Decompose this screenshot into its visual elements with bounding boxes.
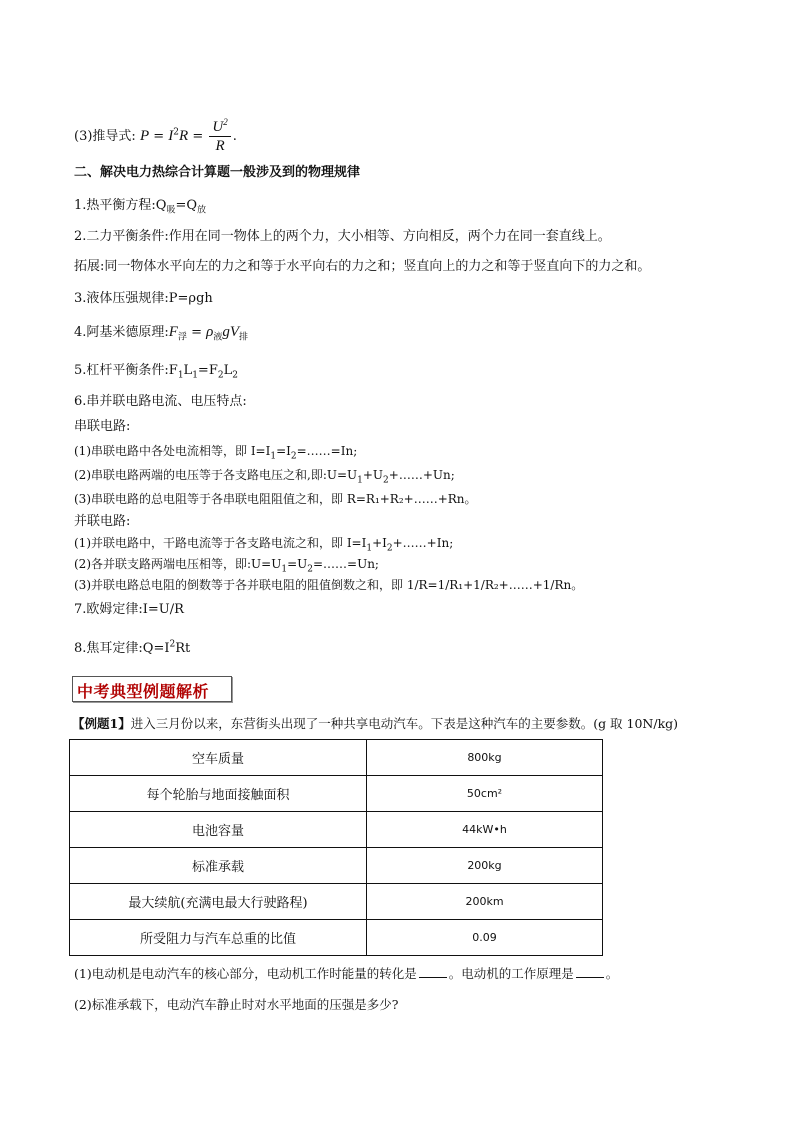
law-circuits-title: 6.串并联电路电流、电压特点: — [74, 394, 247, 409]
series-rule-1: (1)串联电路中各处电流相等，即 $I=I_1=I_2=\dots\dots=In$; — [74, 444, 358, 462]
example-intro: 【例题1】进入三月份以来，东营街头出现了一种共享电动汽车。下表是这种汽车的主要参数。(g 取 10N/kg) — [72, 716, 679, 731]
law-lever: 5.杠杆平衡条件$:F_1L_1=F_2L_2$ — [74, 363, 238, 381]
question-2: (2)标准承载下，电动汽车静止时对水平地面的压强是多少? — [74, 997, 399, 1012]
law-joule: 8.焦耳定律$:Q=I^2Rt$ — [74, 639, 191, 656]
fraction-u2-over-r: $\frac{U^2}{R}$ — [209, 118, 230, 155]
table-row: 最大续航(充满电最大行驶路程) 200km — [70, 884, 603, 920]
formula-derivation: (3)推导式: $P = I^2R$ = $\frac{U^2}{R}$ . — [74, 117, 237, 154]
example-tag: 【例题1】 — [72, 716, 131, 731]
parallel-circuit-title: 并联电路: — [74, 514, 131, 529]
section-title: 中考典型例题解析 — [77, 682, 210, 701]
law-force-balance: 2.二力平衡条件:作用在同一物体上的两个力，大小相等、方向相反，两个力在同一套直线上。 — [74, 229, 611, 244]
law-liquid-pressure: 3.液体压强规律:P=ρgh — [74, 291, 213, 306]
answer-blank[interactable] — [419, 965, 447, 978]
table-row: 标准承载 200kg — [70, 848, 603, 884]
table-row: 每个轮胎与地面接触面积 50cm² — [70, 776, 603, 812]
section-heading-laws: 二、解决电力热综合计算题一般涉及到的物理规律 — [74, 165, 361, 180]
table-row: 空车质量 800kg — [70, 740, 603, 776]
table-row: 电池容量 44kW•h — [70, 812, 603, 848]
parameter-table — [69, 739, 603, 956]
law-force-balance-extension: 拓展:同一物体水平向左的力之和等于水平向右的力之和；竖直向上的力之和等于竖直向下的力之和。 — [74, 259, 651, 274]
law-ohm: 7.欧姆定律:I=U/R — [74, 602, 184, 617]
answer-blank[interactable] — [576, 965, 604, 978]
law-archimedes: 4.阿基米德原理$:F_浮 = \rho_液gV_排$ — [74, 324, 249, 343]
parallel-rule-3: (3)并联电路总电阻的倒数等于各并联电阻的阻值倒数之和，即 1/R=1/R₁+1/R₂+……+1/Rn。 — [74, 578, 584, 592]
parallel-rule-1: (1)并联电路中，干路电流等于各支路电流之和，即 $I=I_1+I_2+\dots\dots+In$; — [74, 536, 454, 554]
series-rule-3: (3)串联电路的总电阻等于各串联电阻阻值之和，即 R=R₁+R₂+……+Rn。 — [74, 492, 477, 506]
series-circuit-title: 串联电路: — [74, 419, 131, 434]
table-row: 所受阻力与汽车总重的比值 0.09 — [70, 920, 603, 956]
law-heat-balance: 1.热平衡方程$:Q_吸=Q_放$ — [74, 198, 207, 216]
series-rule-2: (2)串联电路两端的电压等于各支路电压之和,即$:U=U_1+U_2+\dots\dots+Un$; — [74, 468, 455, 486]
formula-label: (3)推导式: — [74, 129, 136, 144]
parallel-rule-2: (2)各并联支路两端电压相等，即$:U=U_1=U_2=\dots\dots=Un$; — [74, 557, 379, 575]
question-1: (1)电动机是电动汽车的核心部分，电动机工作时能量的转化是 。电动机的工作原理是 。 — [74, 966, 619, 981]
section-title-box — [72, 676, 232, 702]
